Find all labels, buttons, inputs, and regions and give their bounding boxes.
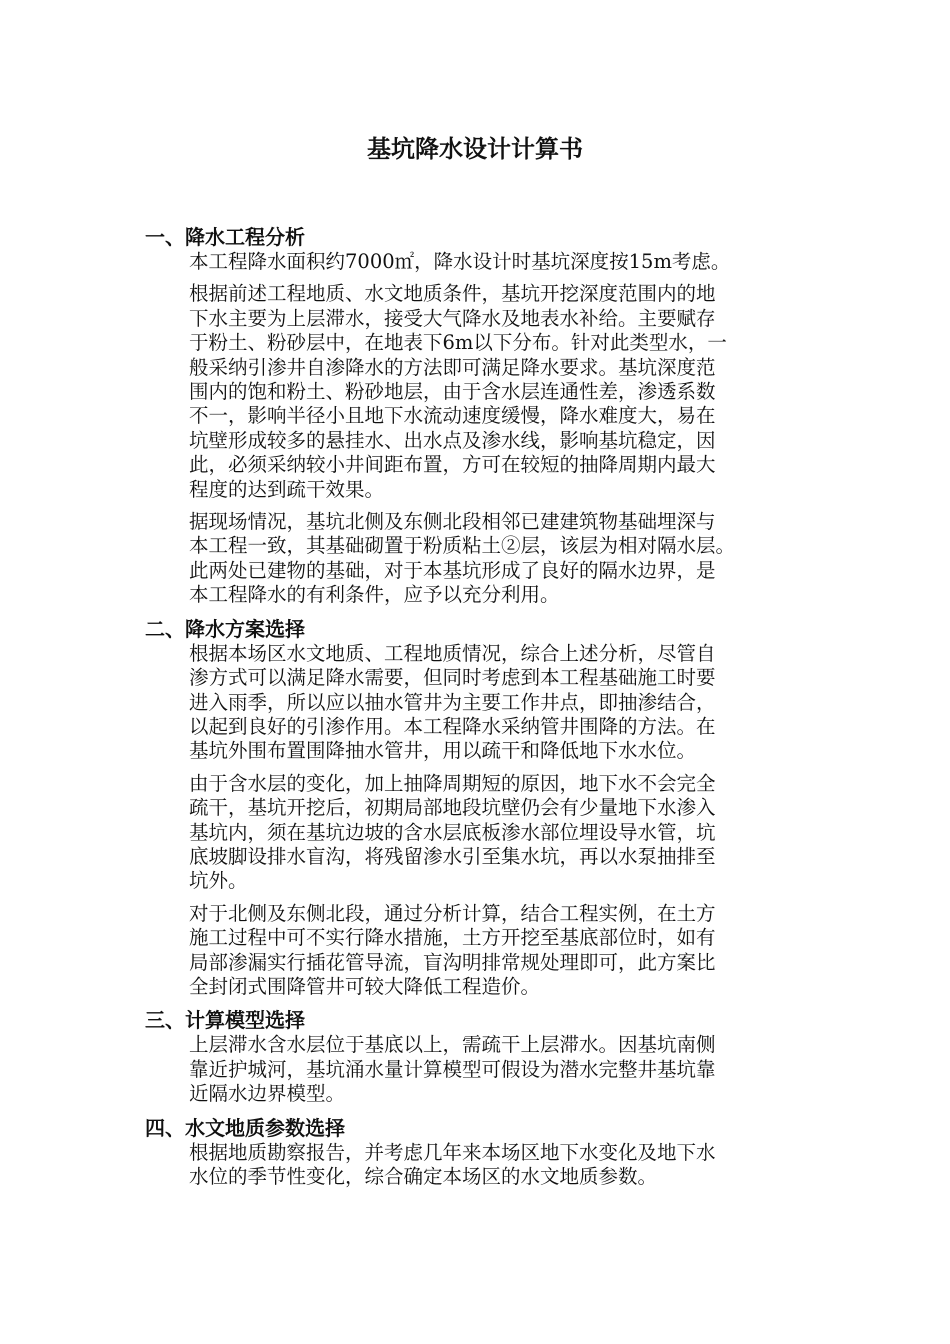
section-4 xyxy=(145,1115,825,1190)
paragraph xyxy=(189,772,825,894)
text-line: 不一，影响半径小且地下水流动速度缓慢，降水难度大，易在 xyxy=(189,404,716,428)
section-heading: 四、水文地质参数选择 xyxy=(145,1115,345,1140)
text-line: 全封闭式围降管井可较大降低工程造价。 xyxy=(189,974,541,998)
text-line: 对于北侧及东侧北段，通过分析计算，结合工程实例，在土方 xyxy=(189,901,716,925)
section-heading: 三、计算模型选择 xyxy=(145,1008,305,1033)
text-line: 疏干，基坑开挖后，初期局部地段坑壁仍会有少量地下水渗入 xyxy=(189,796,716,820)
text-line: 于粉土、粉砂层中，在地表下6m以下分布。针对此类型水，一 xyxy=(189,331,727,355)
text-line: 渗方式可以满足降水需要，但同时考虑到本工程基础施工时要 xyxy=(189,666,716,690)
page-title: 基坑降水设计计算书 xyxy=(367,135,583,163)
text-line: 靠近护城河，基坑涌水量计算模型可假设为潜水完整井基坑靠 xyxy=(189,1057,716,1081)
text-line: 根据地质勘察报告，并考虑几年来本场区地下水变化及地下水 xyxy=(189,1140,716,1164)
text-line: 程度的达到疏干效果。 xyxy=(189,477,385,501)
text-line: 般采纳引渗井自渗降水的方法即可满足降水要求。基坑深度范 xyxy=(189,355,716,379)
text-line: 本工程降水的有利条件，应予以充分利用。 xyxy=(189,583,560,607)
paragraph xyxy=(189,250,825,274)
text-line: 根据前述工程地质、水文地质条件，基坑开挖深度范围内的地 xyxy=(189,282,716,306)
text-line: 根据本场区水文地质、工程地质情况，综合上述分析，尽管自 xyxy=(189,641,716,665)
section-1 xyxy=(145,224,825,608)
text-line: 以起到良好的引渗作用。本工程降水采纳管井围降的方法。在 xyxy=(189,714,716,738)
text-line: 坑外。 xyxy=(189,869,248,893)
text-line: 基坑内，须在基坑边坡的含水层底板渗水部位埋设导水管，坑 xyxy=(189,820,716,844)
text-line: 坑壁形成较多的悬挂水、出水点及渗水线，影响基坑稳定，因 xyxy=(189,428,716,452)
text-line: 进入雨季，所以应以抽水管井为主要工作井点，即抽渗结合， xyxy=(189,690,716,714)
paragraph xyxy=(189,1033,825,1106)
section-2 xyxy=(145,616,825,1000)
text-line: 近隔水边界模型。 xyxy=(189,1082,346,1106)
document-body xyxy=(145,224,825,1197)
section-heading: 二、降水方案选择 xyxy=(145,616,305,641)
section-heading: 一、降水工程分析 xyxy=(145,225,305,249)
text-line: 据现场情况，基坑北侧及东侧北段相邻已建建筑物基础埋深与 xyxy=(189,510,716,534)
text-line: 施工过程中可不实行降水措施，土方开挖至基底部位时，如有 xyxy=(189,926,716,950)
paragraph xyxy=(189,510,825,608)
paragraph xyxy=(189,902,825,1000)
paragraph xyxy=(189,282,825,502)
text-line: 水位的季节性变化，综合确定本场区的水文地质参数。 xyxy=(189,1165,658,1188)
text-line: 局部渗漏实行插花管导流，盲沟明排常规处理即可，此方案比 xyxy=(189,950,716,974)
text-line: 此两处已建物的基础，对于本基坑形成了良好的隔水边界，是 xyxy=(189,558,716,582)
text-line: 本工程一致，其基础砌置于粉质粘土②层，该层为相对隔水层。 xyxy=(189,534,736,558)
text-line: 此，必须采纳较小井间距布置，方可在较短的抽降周期内最大 xyxy=(189,453,716,477)
paragraph xyxy=(189,1141,825,1190)
text-line: 下水主要为上层滞水，接受大气降水及地表水补给。主要赋存 xyxy=(189,306,716,330)
text-line: 围内的饱和粉土、粉砂地层，由于含水层连通性差，渗透系数 xyxy=(189,380,716,404)
text-line: 本工程降水面积约7000㎡，降水设计时基坑深度按15m考虑。 xyxy=(189,250,731,273)
text-line: 底坡脚设排水盲沟，将残留渗水引至集水坑，再以水泵抽排至 xyxy=(189,844,716,868)
text-line: 由于含水层的变化，加上抽降周期短的原因，地下水不会完全 xyxy=(189,771,716,795)
section-3 xyxy=(145,1007,825,1106)
paragraph xyxy=(189,642,825,764)
text-line: 基坑外围布置围降抽水管井，用以疏干和降低地下水水位。 xyxy=(189,739,697,763)
text-line: 上层滞水含水层位于基底以上，需疏干上层滞水。因基坑南侧 xyxy=(189,1033,716,1057)
